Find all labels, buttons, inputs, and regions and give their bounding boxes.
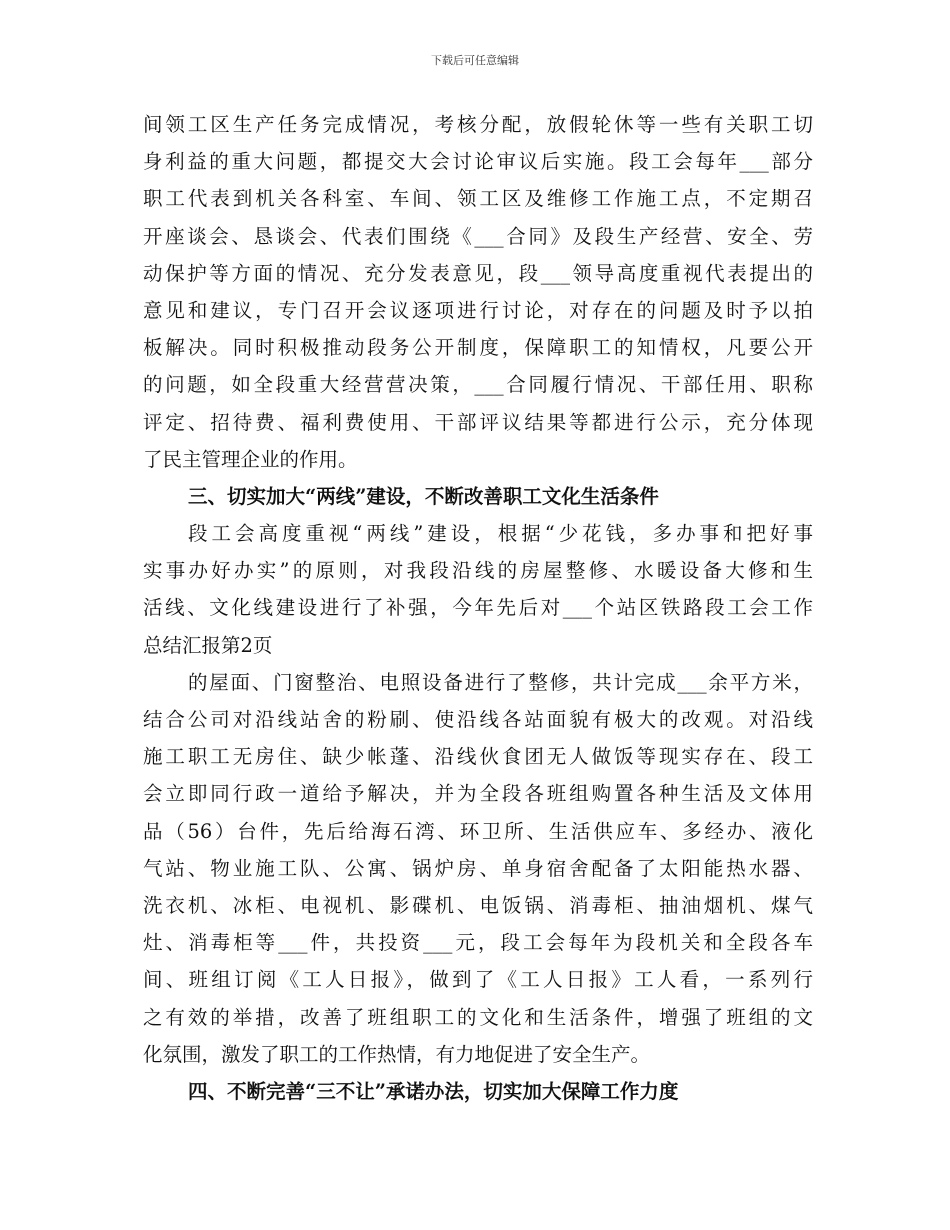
text-line: 化氛围，激发了职工的工作热情，有力地促进了安全生产。 — [143, 1042, 651, 1066]
text-line: 结合公司对沿线站舍的粉刷、使沿线各站面貌有极大的改观。对沿线 — [143, 708, 813, 731]
text-line: 总结汇报第2页 — [143, 633, 273, 657]
text-line: 活线、文化线建设进行了补强，今年先后对___个站区铁路段工会工作 — [143, 596, 813, 620]
text-line: 意见和建议，专门召开会议逐项进行讨论，对存在的问题及时予以拍 — [143, 298, 813, 322]
text-line: 间、班组订阅《工人日报》，做到了《工人日报》工人看，一系列行 — [143, 968, 813, 992]
text-line: 了民主管理企业的作用。 — [143, 447, 358, 471]
text-line: 段工会高度重视“两线”建设，根据“少花钱，多办事和把好事 — [188, 522, 813, 546]
text-line: 身利益的重大问题，都提交大会讨论审议后实施。段工会每年___部分 — [143, 150, 813, 174]
text-line: 之有效的举措，改善了班组职工的文化和生活条件，增强了班组的文 — [143, 1005, 813, 1029]
text-line: 板解决。同时积极推动段务公开制度，保障职工的知情权，凡要公开 — [143, 336, 813, 360]
text-line: 洗衣机、冰柜、电视机、影碟机、电饭锅、消毒柜、抽油烟机、煤气 — [143, 893, 813, 917]
document-body — [143, 106, 813, 1110]
text-line: 职工代表到机关各科室、车间、领工区及维修工作施工点，不定期召 — [143, 187, 813, 211]
text-line: 施工职工无房住、缺少帐蓬、沿线伙食团无人做饭等现实存在、段工 — [143, 745, 813, 769]
text-line: 实事办好办实”的原则，对我段沿线的房屋整修、水暖设备大修和生 — [143, 559, 813, 583]
section-heading: 四、不断完善“三不让”承诺办法，切实加大保障工作力度 — [188, 1079, 679, 1103]
section-heading: 三、切实加大“两线”建设，不断改善职工文化生活条件 — [188, 484, 659, 508]
text-line: 气站、物业施工队、公寓、锅炉房、单身宿舍配备了太阳能热水器、 — [143, 856, 813, 880]
text-line: 灶、消毒柜等___件，共投资___元，段工会每年为段机关和全段各车 — [143, 931, 813, 955]
text-line: 的问题，如全段重大经营营决策，___合同履行情况、干部任用、职称 — [143, 373, 813, 397]
page-header: 下载后可任意编辑 — [431, 54, 519, 67]
text-line: 动保护等方面的情况、充分发表意见，段___领导高度重视代表提出的 — [143, 261, 813, 285]
text-line: 间领工区生产任务完成情况，考核分配，放假轮休等一些有关职工切 — [143, 113, 813, 136]
text-line: 评定、招待费、福利费使用、干部评议结果等都进行公示，充分体现 — [143, 410, 813, 434]
text-line: 品（56）台件，先后给海石湾、环卫所、生活供应车、多经办、液化 — [143, 819, 813, 843]
text-line: 开座谈会、恳谈会、代表们围绕《___合同》及段生产经营、安全、劳 — [143, 224, 813, 248]
text-line: 的屋面、门窗整治、电照设备进行了整修，共计完成___余平方米， — [188, 670, 813, 694]
text-line: 会立即同行政一道给予解决，并为全段各班组购置各种生活及文体用 — [143, 782, 813, 806]
